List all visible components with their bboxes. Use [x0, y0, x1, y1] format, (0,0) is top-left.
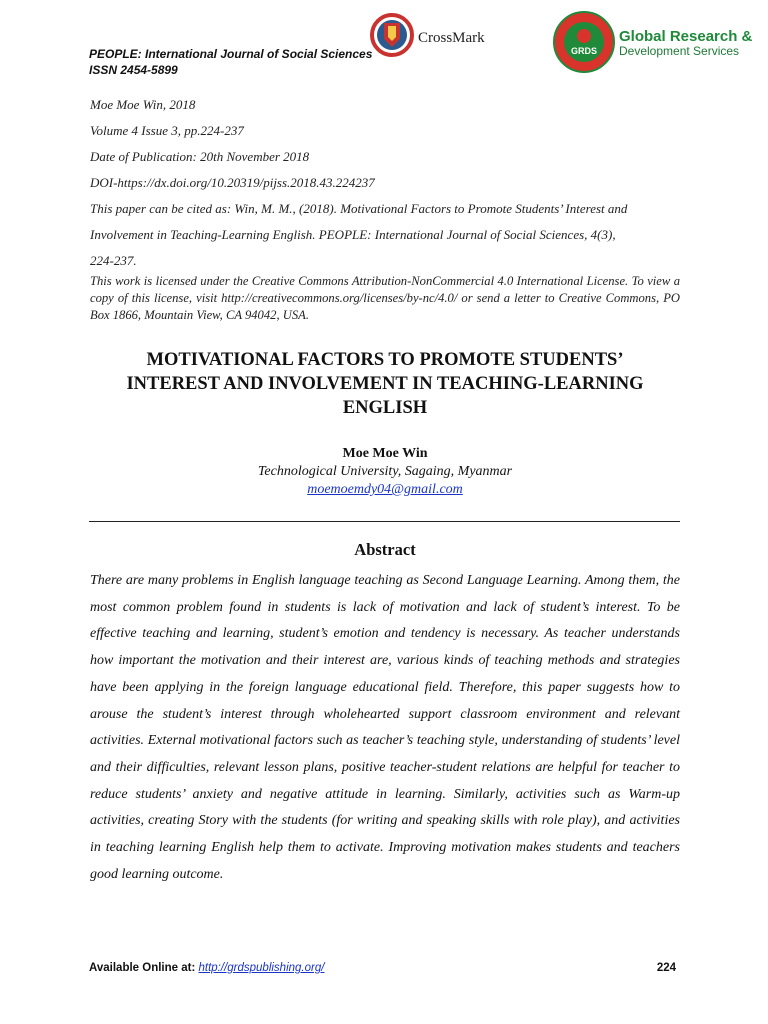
section-divider	[89, 521, 680, 522]
publication-date: Date of Publication: 20th November 2018	[90, 149, 310, 164]
article-meta	[90, 92, 680, 274]
crossmark-label: CrossMark	[418, 29, 485, 46]
svg-text:GRDS: GRDS	[570, 45, 598, 56]
citation-line-2: Involvement in Teaching-Learning English. PEOPLE: International Journal of Social Sciences, 4(3),	[90, 227, 616, 242]
page-footer	[89, 962, 680, 978]
publisher-name-line2: Development Services	[619, 44, 740, 58]
citation-line-1: This paper can be cited as: Win, M. M., (2018). Motivational Factors to Promote Students’ Interest and	[90, 201, 628, 216]
license-notice: This work is licensed under the Creative Commons Attribution-NonCommercial 4.0 International License. To view a copy of this license, visit http://creativecommons.org/licenses/by-nc/4.0/ or send a letter to Creative Commons, PO Box 1866, Mountain View, CA 94042, USA.	[90, 274, 680, 322]
paper-title	[90, 348, 680, 420]
abstract-heading: Abstract	[354, 540, 416, 559]
grds-seal-icon	[552, 10, 616, 79]
doi[interactable]: DOI-https://dx.doi.org/10.20319/pijss.2018.43.224237	[90, 175, 375, 190]
author-email-link[interactable]: moemoemdy04@gmail.com	[307, 482, 463, 497]
publisher-name-line1: Global Research &	[619, 28, 753, 45]
journal-name: PEOPLE: International Journal of Social Sciences	[89, 47, 373, 61]
crossmark-icon	[370, 13, 414, 64]
footer-availability	[89, 962, 324, 974]
author-name: Moe Moe Win	[342, 446, 428, 461]
author-year: Moe Moe Win, 2018	[90, 97, 196, 112]
volume-issue: Volume 4 Issue 3, pp.224-237	[90, 123, 244, 138]
available-online-label: Available Online at:	[89, 962, 199, 974]
page-number: 224	[656, 962, 676, 974]
author-block	[90, 445, 680, 499]
crossmark-badge[interactable]	[370, 14, 485, 62]
publisher-logo	[552, 10, 752, 78]
title-line-3: ENGLISH	[342, 398, 428, 418]
affiliation: Technological University, Sagaing, Myanmar	[257, 464, 513, 479]
citation-line-3: 224-237.	[90, 253, 137, 268]
journal-header	[89, 46, 372, 78]
title-line-2: INTEREST AND INVOLVEMENT IN TEACHING-LEARNING	[126, 374, 644, 394]
abstract-text: There are many problems in English language teaching as Second Language Learning. Among them, the most common problem found in students is lack of motivation and lack of student’s interest. To be effective teaching and learning, student’s emotion and tendency is necessary. As teacher understands how important the motivation and their interest are, various kinds of teaching methods and strategies have been applying in the foreign language educational field. Therefore, this paper suggests how to arouse the student’s interest through wholehearted support classroom environment and relevant activities. External motivational factors such as teacher’s teaching style, understanding of students’ level and their difficulties, relevant lesson plans, positive teacher-student relations are helpful for teacher to reduce students’ anxiety and negative attitude in learning. Similarly, activities such as Warm-up activities, creating Story with the students (for writing and speaking skills with role play), and activities in teaching learning English help them to activate. Improving motivation makes students and teachers good learning outcome.	[90, 573, 680, 882]
title-line-1: MOTIVATIONAL FACTORS TO PROMOTE STUDENTS’	[146, 350, 624, 370]
publisher-url-link[interactable]: http://grdspublishing.org/	[198, 962, 325, 974]
issn: ISSN 2454-5899	[89, 63, 178, 77]
